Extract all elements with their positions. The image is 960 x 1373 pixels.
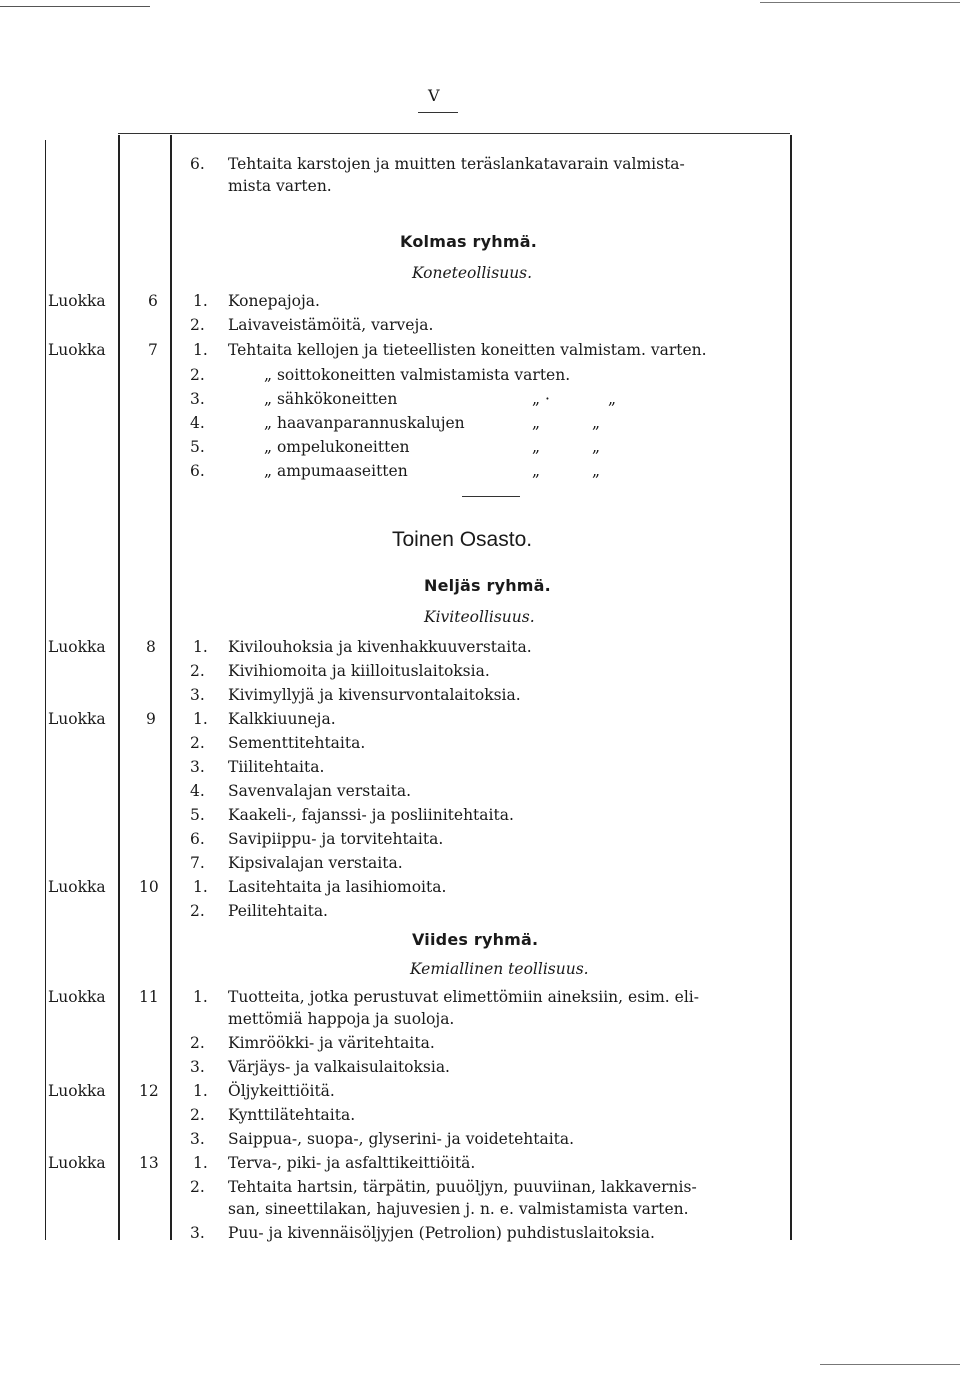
item-text: „ — [592, 414, 601, 432]
item-number: 1. — [193, 878, 208, 896]
item-text: „ · — [532, 390, 550, 408]
item-text: „ soittokoneitten valmistamista varten. — [264, 366, 571, 384]
item-text: „ ompelukoneitten — [264, 438, 410, 456]
item-text: Kaakeli-, fajanssi- ja posliinitehtaita. — [228, 806, 514, 824]
bottom-rule — [820, 1364, 960, 1365]
class-number: 10 — [139, 878, 159, 896]
item-number: 1. — [193, 292, 208, 310]
item-text: „ sähkökoneitten — [264, 390, 398, 408]
item-text: Tuotteita, jotka perustuvat elimettömiin aineksiin, esim. eli- — [228, 988, 699, 1006]
class-label: Luokka — [48, 1154, 106, 1172]
column-divider-luokka — [118, 135, 120, 1240]
top-rule-right — [760, 2, 960, 3]
item-text: „ — [608, 390, 617, 408]
item-text: „ ampumaaseitten — [264, 462, 408, 480]
item-number: 7. — [190, 854, 205, 872]
item-text: Tehtaita karstojen ja muitten teräslankatavarain valmista- — [228, 155, 685, 173]
item-text: Kipsivalajan verstaita. — [228, 854, 403, 872]
item-number: 1. — [193, 710, 208, 728]
item-number: 4. — [190, 414, 205, 432]
item-text: Peilitehtaita. — [228, 902, 328, 920]
class-number: 12 — [139, 1082, 159, 1100]
subgroup-heading: Koneteollisuus. — [412, 264, 533, 282]
item-text: Savenvalajan verstaita. — [228, 782, 412, 800]
class-label: Luokka — [48, 710, 106, 728]
class-label: Luokka — [48, 988, 106, 1006]
item-text: mettömiä happoja ja suoloja. — [228, 1010, 455, 1028]
class-number: 7 — [148, 341, 158, 359]
table-right-border — [790, 135, 792, 1240]
group-heading: Viides ryhmä. — [412, 930, 539, 949]
class-number: 9 — [146, 710, 156, 728]
item-text: „ — [532, 438, 541, 456]
item-text: Kynttilätehtaita. — [228, 1106, 356, 1124]
item-text: Tiilitehtaita. — [228, 758, 325, 776]
table-top-border — [118, 133, 790, 134]
class-number: 11 — [139, 988, 159, 1006]
item-number: 2. — [190, 662, 205, 680]
item-text: Tehtaita hartsin, tärpätin, puuöljyn, puuviinan, lakkavernis- — [228, 1178, 697, 1196]
table-left-border — [45, 140, 46, 1240]
item-number: 2. — [190, 316, 205, 334]
item-number: 4. — [190, 782, 205, 800]
item-number: 2. — [190, 1178, 205, 1196]
item-number: 1. — [193, 1154, 208, 1172]
class-label: Luokka — [48, 292, 106, 310]
item-number: 6. — [190, 462, 205, 480]
column-divider-number — [170, 135, 172, 1240]
page-number: V — [428, 86, 440, 105]
top-rule — [0, 6, 150, 7]
item-number: 3. — [190, 1224, 205, 1242]
section-separator — [462, 496, 520, 497]
item-number: 3. — [190, 390, 205, 408]
section-heading: Toinen Osasto. — [392, 528, 533, 551]
class-label: Luokka — [48, 341, 106, 359]
item-number: 2. — [190, 902, 205, 920]
item-number: 1. — [193, 638, 208, 656]
item-text: Sementtitehtaita. — [228, 734, 366, 752]
item-text: Kivimyllyjä ja kivensurvontalaitoksia. — [228, 686, 521, 704]
class-number: 13 — [139, 1154, 159, 1172]
item-number: 2. — [190, 366, 205, 384]
item-text: Savipiippu- ja torvitehtaita. — [228, 830, 444, 848]
item-text: „ — [592, 462, 601, 480]
item-text: mista varten. — [228, 177, 332, 195]
item-text: Tehtaita kellojen ja tieteellisten koneitten valmistam. varten. — [228, 341, 707, 359]
item-text: „ — [532, 414, 541, 432]
item-text: Kivihiomoita ja kiilloituslaitoksia. — [228, 662, 490, 680]
item-text: Konepajoja. — [228, 292, 320, 310]
item-text: Kivilouhoksia ja kivenhakkuuverstaita. — [228, 638, 532, 656]
group-heading: Kolmas ryhmä. — [400, 232, 538, 251]
item-text: „ — [532, 462, 541, 480]
item-text: san, sineettilakan, hajuvesien j. n. e. valmistamista varten. — [228, 1200, 689, 1218]
class-number: 6 — [148, 292, 158, 310]
item-text: Kimröökki- ja väritehtaita. — [228, 1034, 435, 1052]
item-number: 1. — [193, 1082, 208, 1100]
subgroup-heading: Kemiallinen teollisuus. — [410, 960, 589, 978]
item-number: 3. — [190, 686, 205, 704]
class-number: 8 — [146, 638, 156, 656]
item-text: „ — [592, 438, 601, 456]
item-text: Öljykeittiöitä. — [228, 1082, 335, 1100]
item-number: 5. — [190, 806, 205, 824]
item-number: 6. — [190, 155, 205, 173]
item-number: 3. — [190, 758, 205, 776]
item-number: 2. — [190, 1034, 205, 1052]
class-label: Luokka — [48, 638, 106, 656]
item-number: 3. — [190, 1130, 205, 1148]
item-text: Terva-, piki- ja asfalttikeittiöitä. — [228, 1154, 476, 1172]
item-text: Lasitehtaita ja lasihiomoita. — [228, 878, 447, 896]
item-text: Värjäys- ja valkaisulaitoksia. — [228, 1058, 450, 1076]
item-text: „ haavanparannuskalujen — [264, 414, 465, 432]
class-label: Luokka — [48, 878, 106, 896]
item-text: Puu- ja kivennäisöljyjen (Petrolion) puhdistuslaitoksia. — [228, 1224, 655, 1242]
item-number: 2. — [190, 1106, 205, 1124]
item-text: Saippua-, suopa-, glyserini- ja voidetehtaita. — [228, 1130, 575, 1148]
item-number: 5. — [190, 438, 205, 456]
class-label: Luokka — [48, 1082, 106, 1100]
group-heading: Neljäs ryhmä. — [424, 576, 551, 595]
item-number: 1. — [193, 988, 208, 1006]
item-number: 1. — [193, 341, 208, 359]
item-text: Kalkkiuuneja. — [228, 710, 336, 728]
item-text: Laivaveistämöitä, varveja. — [228, 316, 434, 334]
item-number: 3. — [190, 1058, 205, 1076]
page-number-underline — [418, 112, 458, 113]
item-number: 2. — [190, 734, 205, 752]
item-number: 6. — [190, 830, 205, 848]
subgroup-heading: Kiviteollisuus. — [424, 608, 535, 626]
